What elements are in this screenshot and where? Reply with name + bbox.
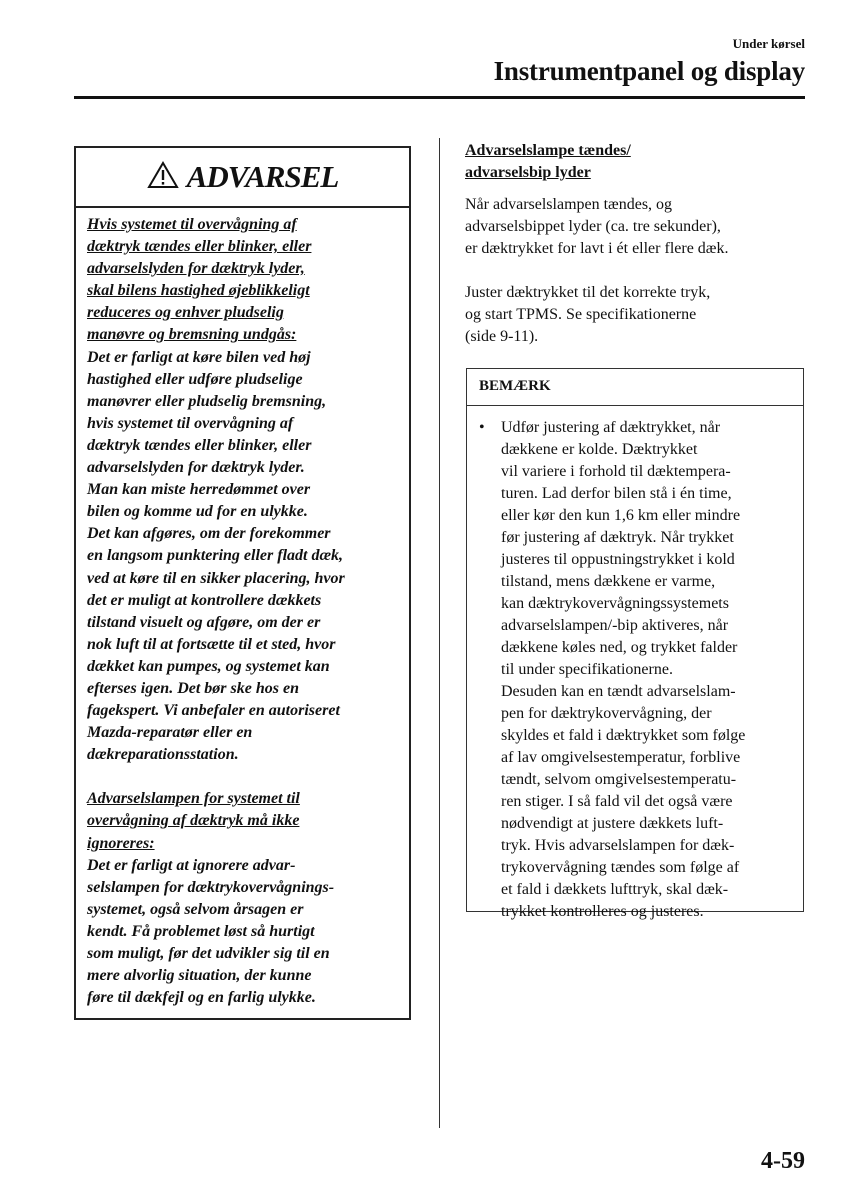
- warning-triangle-icon: [147, 161, 179, 194]
- text-line: dækreparationsstation.: [87, 746, 239, 764]
- text-line: dæktryk tændes eller blinker, eller: [87, 436, 312, 454]
- text-line: før justering af dæktryk. Når trykket: [501, 529, 734, 546]
- text-line: nok luft til at fortsætte til et sted, hvor: [87, 635, 336, 653]
- text-line: justeres til oppustningstrykket i kold: [501, 551, 735, 568]
- text-line: advarselslyden for dæktryk lyder.: [87, 459, 305, 477]
- note-title: BEMÆRK: [467, 369, 803, 406]
- note-box: [466, 368, 804, 920]
- text-line: advarselsbippet lyder (ca. tre sekunder),: [465, 218, 721, 235]
- text-line: ren stiger. I så fald vil det også være: [501, 793, 733, 810]
- text-line: Juster dæktrykket til det korrekte tryk,: [465, 284, 711, 301]
- text-line: en langsom punktering eller fladt dæk,: [87, 547, 344, 565]
- text-line: føre til dækfejl og en farlig ulykke.: [87, 989, 316, 1007]
- text-line: et fald i dækkets lufttryk, skal dæk-: [501, 881, 729, 898]
- text-line: Man kan miste herredømmet over: [87, 481, 311, 499]
- text-line: selslampen for dæktrykovervågnings-: [87, 878, 335, 896]
- text-line: Desuden kan en tændt advarselslam-: [501, 683, 736, 700]
- paragraph-1: [465, 194, 805, 260]
- right-column: [465, 140, 805, 348]
- text-line: Når advarselslampen tændes, og: [465, 196, 673, 213]
- text-line: dækket kan pumpes, og systemet kan: [87, 657, 330, 675]
- note-text: [501, 417, 791, 923]
- warning-p1-heading: [87, 214, 399, 347]
- text-line: og start TPMS. Se specifikationerne: [465, 306, 697, 323]
- warning-body: [76, 208, 409, 1009]
- text-line: Det er farligt at køre bilen ved høj: [87, 348, 311, 366]
- text-line: systemet, også selvom årsagen er: [87, 900, 304, 918]
- text-line: hvis systemet til overvågning af: [87, 414, 294, 432]
- text-line: turen. Lad derfor bilen stå i én time,: [501, 485, 732, 502]
- text-line: skyldes et fald i dæktrykket som følge: [501, 727, 746, 744]
- note-body: [467, 406, 803, 923]
- text-line: Hvis systemet til overvågning af: [87, 216, 297, 233]
- text-line: nødvendigt at justere dækkets luft-: [501, 815, 724, 832]
- text-line: mere alvorlig situation, der kunne: [87, 967, 312, 985]
- text-line: overvågning af dæktryk må ikke: [87, 812, 300, 830]
- text-line: Udfør justering af dæktrykket, når: [501, 419, 721, 436]
- text-line: advarselsbip lyder: [465, 164, 591, 181]
- text-line: trykovervågning tændes som følge af: [501, 859, 740, 876]
- text-line: ignoreres:: [87, 834, 155, 852]
- warning-p2-body: [87, 855, 399, 1010]
- text-line: pen for dæktrykovervågning, der: [501, 705, 712, 722]
- text-line: reduceres og enhver pludselig: [87, 304, 284, 322]
- text-line: bilen og komme ud for en ulykke.: [87, 503, 308, 521]
- text-line: det er muligt at kontrollere dækkets: [87, 591, 322, 609]
- text-line: Mazda-reparatør eller en: [87, 724, 253, 742]
- text-line: dækkene er kolde. Dæktrykket: [501, 441, 698, 458]
- text-line: som muligt, før det udvikler sig til en: [87, 945, 330, 962]
- text-line: vil variere i forhold til dæktempera-: [501, 463, 731, 480]
- sub-heading: [465, 140, 805, 184]
- text-line: Advarselslampe tændes/: [465, 142, 631, 159]
- warning-title: ADVARSEL: [186, 159, 339, 194]
- bullet: •: [479, 419, 485, 436]
- title-rule: [74, 96, 805, 99]
- text-line: efterses igen. Det bør ske hos en: [87, 679, 299, 697]
- text-line: (side 9-11).: [465, 328, 539, 345]
- text-line: af lav omgivelsestemperatur, forblive: [501, 749, 741, 766]
- text-line: manøvre og bremsning undgås:: [87, 326, 297, 344]
- text-line: tændt, selvom omgivelsestemperatu-: [501, 771, 737, 788]
- text-line: tryk. Hvis advarselslampen for dæk-: [501, 837, 735, 854]
- page-number: 4-59: [761, 1148, 805, 1174]
- section-label: Under kørsel: [732, 36, 805, 51]
- paragraph-2: [465, 282, 805, 348]
- text-line: advarselslampen/-bip aktiveres, når: [501, 617, 729, 634]
- text-line: eller kør den kun 1,6 km eller mindre: [501, 507, 741, 524]
- text-line: trykket kontrolleres og justeres.: [501, 903, 704, 920]
- column-divider: [439, 138, 440, 1128]
- text-line: Det er farligt at ignorere advar-: [87, 856, 296, 874]
- text-line: ved at køre til en sikker placering, hvor: [87, 569, 345, 587]
- warning-p2-heading: [87, 788, 399, 854]
- text-line: kendt. Få problemet løst så hurtigt: [87, 922, 315, 940]
- text-line: Det kan afgøres, om der forekommer: [87, 525, 331, 543]
- text-line: dækkene køles ned, og trykket falder: [501, 639, 738, 656]
- text-line: manøvrer eller pludselig bremsning,: [87, 392, 327, 410]
- text-line: fagekspert. Vi anbefaler en autoriseret: [87, 702, 340, 720]
- warning-p1-body: [87, 347, 399, 767]
- text-line: hastighed eller udføre pludselige: [87, 370, 303, 388]
- text-line: dæktryk tændes eller blinker, eller: [87, 238, 312, 256]
- text-line: advarselslyden for dæktryk lyder,: [87, 260, 305, 278]
- text-line: til under specifikationerne.: [501, 661, 673, 678]
- warning-header: [76, 148, 409, 208]
- text-line: kan dæktrykovervågningssystemets: [501, 595, 729, 612]
- text-line: Advarselslampen for systemet til: [87, 790, 300, 808]
- text-line: skal bilens hastighed øjeblikkeligt: [87, 282, 310, 300]
- page-title: Instrumentpanel og display: [493, 56, 805, 86]
- text-line: tilstand, mens dækkene er varme,: [501, 573, 716, 590]
- text-line: tilstand visuelt og afgøre, om der er: [87, 613, 321, 631]
- text-line: er dæktrykket for lavt i ét eller flere dæk.: [465, 240, 729, 257]
- warning-box: [74, 146, 411, 1020]
